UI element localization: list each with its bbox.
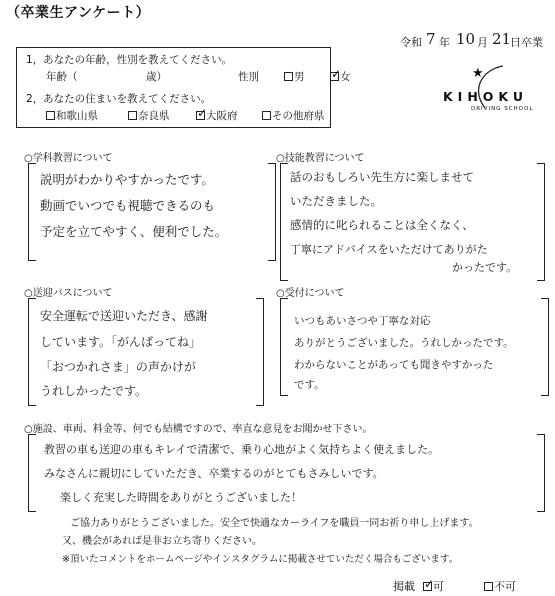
gino-answer-line-1: 話のおもしろい先生方に楽しませて (290, 170, 474, 184)
other-pref-checkbox[interactable] (262, 111, 271, 120)
publish-no-checkbox[interactable] (484, 582, 493, 591)
other-bracket-left (28, 434, 36, 512)
gakka-bracket-left (28, 163, 36, 261)
publish-no-label: 不可 (494, 580, 516, 593)
female-label: 女 (340, 71, 351, 83)
bus-answer-line-4: うれしかったです。 (40, 384, 148, 398)
gakka-answer-line-2: 動画でいつでも視聴できるのも (40, 198, 216, 213)
footer-thanks: ご協力ありがとうございました。安全で快適なカーライフを職員一同お祈り申し上げます。 (70, 518, 479, 529)
gakka-section-label: ○学科教習について (24, 153, 113, 164)
gino-answer-line-5: かったです。 (452, 261, 518, 274)
date-year: 7 (426, 30, 436, 48)
date-year-unit: 年 (439, 36, 450, 49)
star-icon: ★ (472, 66, 484, 81)
gino-section-label: ○技能教習について (276, 153, 365, 164)
gender-male-option[interactable] (284, 69, 305, 84)
male-checkbox[interactable] (284, 72, 293, 81)
gino-answer-line-4: 丁寧にアドバイスをいただけてありがた (290, 243, 488, 256)
question-residence: 2，あなたの住まいを教えてください。 (26, 93, 212, 105)
uketsuke-answer-line-1: いつもあいさつや丁寧な対応 (294, 315, 431, 327)
footer-notice: ※頂いたコメントをホームページやインスタグラムに掲載させていただく場合もございます。 (62, 554, 459, 565)
bus-bracket-left (28, 298, 36, 406)
date-month-unit: 月 (477, 36, 488, 49)
other-bracket-right (537, 434, 545, 512)
other-answer-line-1: 教習の車も送迎の車もキレイで清潔で、乗り心地がよく気持ちよく使えました。 (44, 443, 440, 456)
gino-answer-line-3: 感情的に叱られることは全くなく、 (290, 218, 474, 232)
logo-name: KIHOKU (443, 89, 529, 104)
publish-yes-label: 可 (433, 580, 444, 593)
pref-nara-option[interactable] (128, 108, 170, 123)
page-title: （卒業生アンケート） (6, 5, 151, 21)
pref-wakayama-option[interactable] (46, 108, 98, 123)
kihoku-logo (441, 62, 551, 120)
uketsuke-answer-line-4: です。 (294, 379, 325, 391)
other-answer-line-2: みなさんに親切にしていただき、卒業するのがとてもさみしいです。 (44, 467, 384, 480)
nara-checkbox[interactable] (128, 111, 137, 120)
gino-answer-line-2: いただきました。 (290, 194, 382, 208)
gakka-answer-line-3: 予定を立てやすく、便利でした。 (40, 224, 228, 239)
logo-subtitle: DRIVING SCHOOL (471, 106, 534, 112)
bus-answer-line-3: 「おつかれさま」の声かけが (40, 360, 196, 374)
gino-bracket-right (537, 163, 545, 281)
bus-answer-line-1: 安全運転で送迎いただき、感謝 (40, 309, 208, 323)
uketsuke-answer-line-3: わからないことがあっても聞きやすかった (294, 359, 494, 371)
female-checkbox[interactable] (330, 72, 339, 81)
date-month: 10 (456, 30, 476, 48)
uketsuke-section-label: ○受付について (276, 288, 345, 299)
other-pref-label: その他府県 (272, 110, 325, 122)
publish-yes-checkbox[interactable] (423, 582, 432, 591)
gino-bracket-left (280, 163, 288, 281)
publish-yes-option[interactable] (423, 578, 444, 594)
uketsuke-bracket-right (541, 298, 549, 396)
wakayama-label: 和歌山県 (56, 110, 98, 122)
pref-other-option[interactable] (262, 108, 325, 123)
gakka-bracket-right (268, 163, 276, 261)
bus-answer-line-2: しています。「がんばってね」 (40, 335, 202, 349)
date-prefix: 令和 (400, 36, 422, 49)
age-label: 年齢（ (46, 71, 78, 83)
bus-bracket-right (256, 298, 264, 406)
date-day: 21 (492, 30, 512, 48)
bus-section-label: ○送迎バスについて (24, 288, 113, 299)
uketsuke-answer-line-2: ありがとうございました。うれしかったです。 (294, 337, 514, 349)
other-answer-line-3: 楽しく充実した時間をありがとうございました！ (60, 491, 302, 504)
other-section-label: ○施設、車両、料金等、何でも結構ですので、率直な意見をお聞かせ下さい。 (24, 424, 373, 435)
male-label: 男 (294, 71, 305, 83)
footer-visit: 又、機会があれば是非お立ち寄りください。 (62, 536, 262, 547)
osaka-label: 大阪府 (206, 110, 238, 122)
pref-osaka-option[interactable] (196, 108, 238, 123)
gender-label: 性別 (238, 71, 259, 83)
wakayama-checkbox[interactable] (46, 111, 55, 120)
question-age-gender: 1，あなたの年齢，性別を教えてください。 (26, 54, 233, 66)
gakka-answer-line-1: 説明がわかりやすかったです。 (40, 172, 215, 187)
nara-label: 奈良県 (138, 110, 170, 122)
gender-female-option[interactable] (330, 69, 351, 84)
publish-label: 掲載 (393, 580, 415, 593)
age-unit: 歳） (146, 71, 167, 83)
osaka-checkbox[interactable] (196, 111, 205, 120)
publish-no-option[interactable] (484, 578, 516, 594)
uketsuke-bracket-left (280, 298, 288, 396)
date-day-unit: 日卒業 (510, 36, 543, 49)
